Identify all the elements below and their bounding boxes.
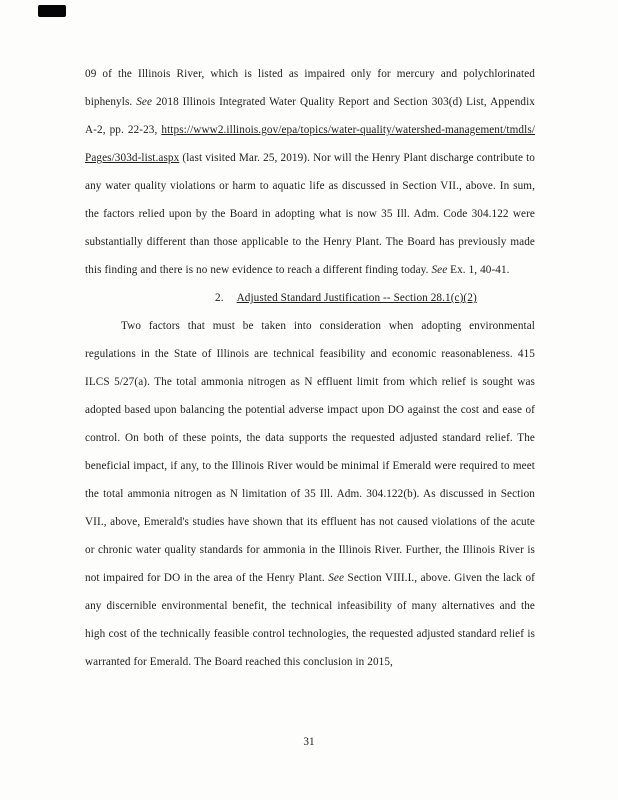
body-text: 09 of the Illinois River, which is listed as impaired only for mercury and polychlorinated biphenyls.	[85, 68, 535, 108]
body-text: Two factors that must be taken into consideration when adopting environmental regulations in the State of Illinois are technical feasibility and economic reasonableness. 415 ILCS 5/27(a). The total ammonia nitrogen as N effluent limit from which relief is sought was adopted based upon balancing the potential adverse impact upon DO against the cost and ease of control. On both of these points, the data supports the requested adjusted standard relief. The beneficial impact, if any, to the Illinois River would be minimal if Emerald were required to meet the total ammonia nitrogen as N limitation of 35 Ill. Adm. 304.122(b). As discussed in Section VII., above, Emerald's studies have shown that its effluent has not caused violations of the acute or chronic water quality standards for ammonia in the Illinois River. Further, the Illinois River is not impaired for DO in the area of the Henry Plant.	[85, 320, 535, 584]
italic-citation-text: See	[328, 572, 345, 584]
italic-citation-text: See	[431, 264, 448, 276]
body-text: 2018 Illinois Integrated Water Quality Report and Section 303(d) List, Appendix A-2, pp. 22-23,	[85, 96, 535, 136]
heading-title: Adjusted Standard Justification -- Section 28.1(c)(2)	[236, 292, 477, 304]
section-heading	[85, 284, 535, 312]
heading-number: 2.	[215, 292, 224, 304]
page-number: 31	[303, 736, 315, 748]
body-text: (last visited Mar. 25, 2019). Nor will the Henry Plant discharge contribute to any water quality violations or harm to aquatic life as discussed in Section VII., above. In sum, the factors relied upon by the Board in adopting what is now 35 Ill. Adm. Code 304.122 were substantially different than those applicable to the Henry Plant. The Board has previously made this finding and there is no new evidence to reach a different finding today.	[85, 152, 535, 276]
italic-citation-text: See	[136, 96, 153, 108]
url-text: https://www2.illinois.gov/epa/topics/water-quality/watershed-management/tmdls/Pages/303d-list.aspx	[85, 124, 535, 164]
paragraph	[85, 312, 535, 676]
body-text: Ex. 1, 40-41.	[447, 264, 510, 276]
paragraph	[85, 60, 535, 284]
scan-artifact-mark	[38, 5, 66, 17]
document-body	[85, 60, 535, 676]
body-text: Section VIII.I., above. Given the lack of any discernible environmental benefit, the technical infeasibility of many alternatives and the high cost of the technically feasible control technologies, the requested adjusted standard relief is warranted for Emerald. The Board reached this conclusion in 2015,	[85, 572, 535, 668]
